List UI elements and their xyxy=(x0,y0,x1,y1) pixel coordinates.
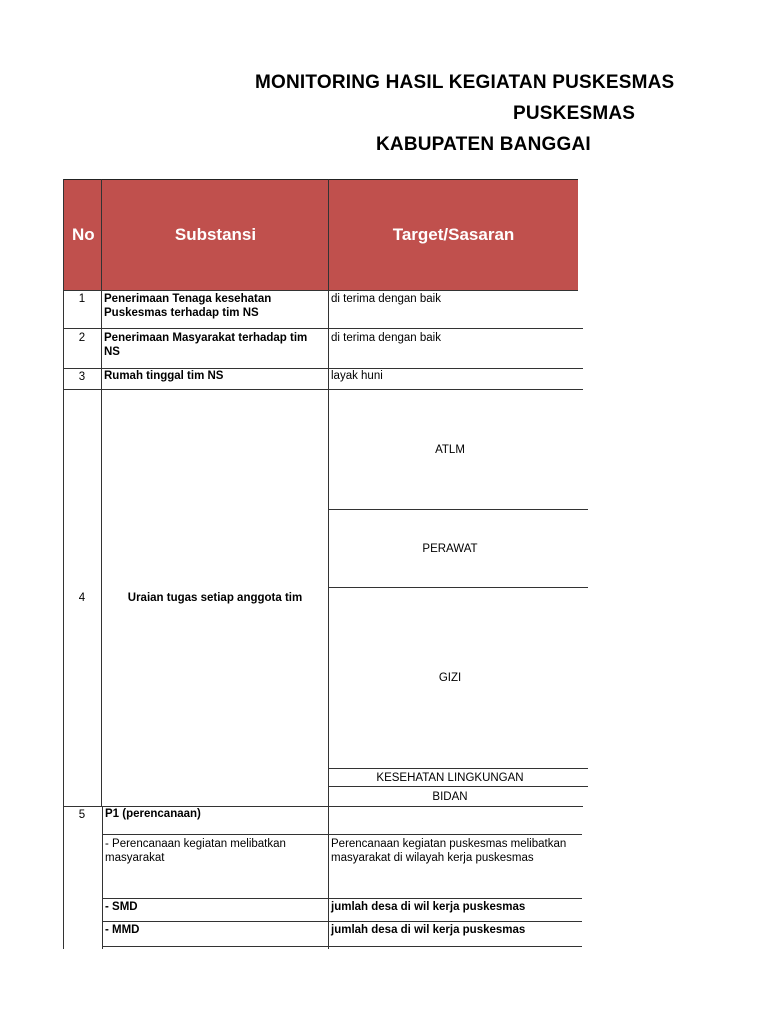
row-5b-substansi: - SMD xyxy=(105,901,138,913)
row-1-substansi: Penerimaan Tenaga kesehatan Puskesmas terhadap tim NS xyxy=(104,293,272,319)
document-title-line-3: KABUPATEN BANGGAI xyxy=(376,134,591,155)
row-4-target-perawat: PERAWAT xyxy=(422,542,478,555)
row-5a-target: Perencanaan kegiatan puskesmas melibatkan masyarakat di wilayah kerja puskesmas xyxy=(331,838,567,864)
row-5b-target: jumlah desa di wil kerja puskesmas xyxy=(331,901,526,913)
row-2-substansi: Penerimaan Masyarakat terhadap tim NS xyxy=(104,332,308,358)
row-4-target-bidan: BIDAN xyxy=(432,790,468,803)
header-substansi: Substansi xyxy=(101,179,329,291)
row-4-target-atlm: ATLM xyxy=(435,443,465,456)
row-4-target-gizi: GIZI xyxy=(438,672,462,684)
row-1-target: di terima dengan baik xyxy=(331,293,441,305)
row-5a-substansi: - Perencanaan kegiatan melibatkan masyarakat xyxy=(105,838,286,864)
row-4-no: 4 xyxy=(78,592,86,604)
row-2-no: 2 xyxy=(78,332,86,344)
row-2-target: di terima dengan baik xyxy=(331,332,441,344)
row-3-no: 3 xyxy=(78,371,86,383)
header-no: No xyxy=(63,179,102,291)
row-3-substansi: Rumah tinggal tim NS xyxy=(104,370,224,382)
row-1-no: 1 xyxy=(78,293,86,305)
row-divider xyxy=(102,834,582,835)
row-5c-target: jumlah desa di wil kerja puskesmas xyxy=(331,924,526,936)
row-5-no: 5 xyxy=(78,809,86,821)
document-title-line-2: PUSKESMAS xyxy=(513,103,636,124)
row-divider xyxy=(102,946,582,947)
row-5-substansi: P1 (perencanaan) xyxy=(105,808,201,820)
row-4-substansi: Uraian tugas setiap anggota tim xyxy=(127,592,303,604)
row-divider xyxy=(63,328,583,329)
row-4-target-kesling: KESEHATAN LINGKUNGAN xyxy=(376,771,524,784)
document-title-line-1: MONITORING HASIL KEGIATAN PUSKESMAS xyxy=(255,72,675,93)
row-5c-substansi: - MMD xyxy=(105,924,140,936)
header-target: Target/Sasaran xyxy=(328,179,578,291)
row-3-target: layak huni xyxy=(331,370,383,382)
